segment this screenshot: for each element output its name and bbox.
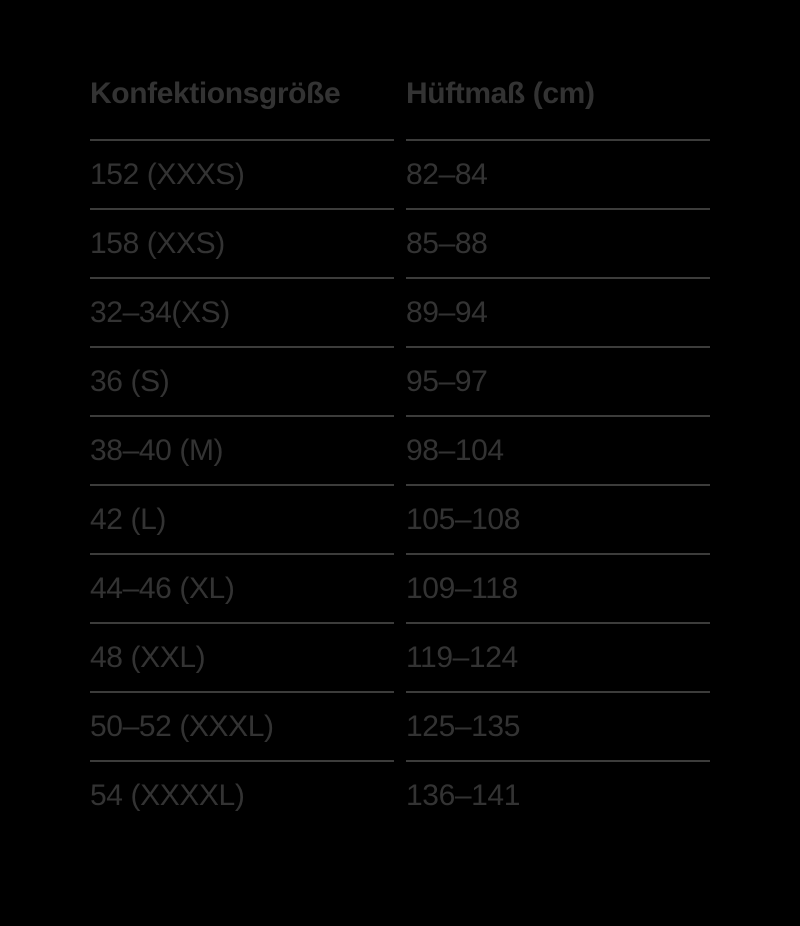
size-cell: 42 (L): [90, 484, 394, 553]
size-cell: 158 (XXS): [90, 208, 394, 277]
hip-cell: 82–84: [406, 139, 710, 208]
size-cell: 36 (S): [90, 346, 394, 415]
size-cell: 48 (XXL): [90, 622, 394, 691]
hip-cell: 89–94: [406, 277, 710, 346]
column-header-hip: Hüftmaß (cm): [406, 77, 595, 110]
size-cell: 44–46 (XL): [90, 553, 394, 622]
hip-cell: 105–108: [406, 484, 710, 553]
column-header-size: Konfektionsgröße: [90, 77, 341, 110]
hip-cell: 109–118: [406, 553, 710, 622]
size-cell: 50–52 (XXXL): [90, 691, 394, 760]
hip-cell: 95–97: [406, 346, 710, 415]
hip-cell: 85–88: [406, 208, 710, 277]
size-cell: 32–34(XS): [90, 277, 394, 346]
size-cell: 54 (XXXXL): [90, 760, 394, 829]
hip-cell: 119–124: [406, 622, 710, 691]
hip-cell: 98–104: [406, 415, 710, 484]
hip-cell: 125–135: [406, 691, 710, 760]
hip-cell: 136–141: [406, 760, 710, 829]
size-cell: 152 (XXXS): [90, 139, 394, 208]
size-cell: 38–40 (M): [90, 415, 394, 484]
size-chart-table: [90, 78, 710, 829]
